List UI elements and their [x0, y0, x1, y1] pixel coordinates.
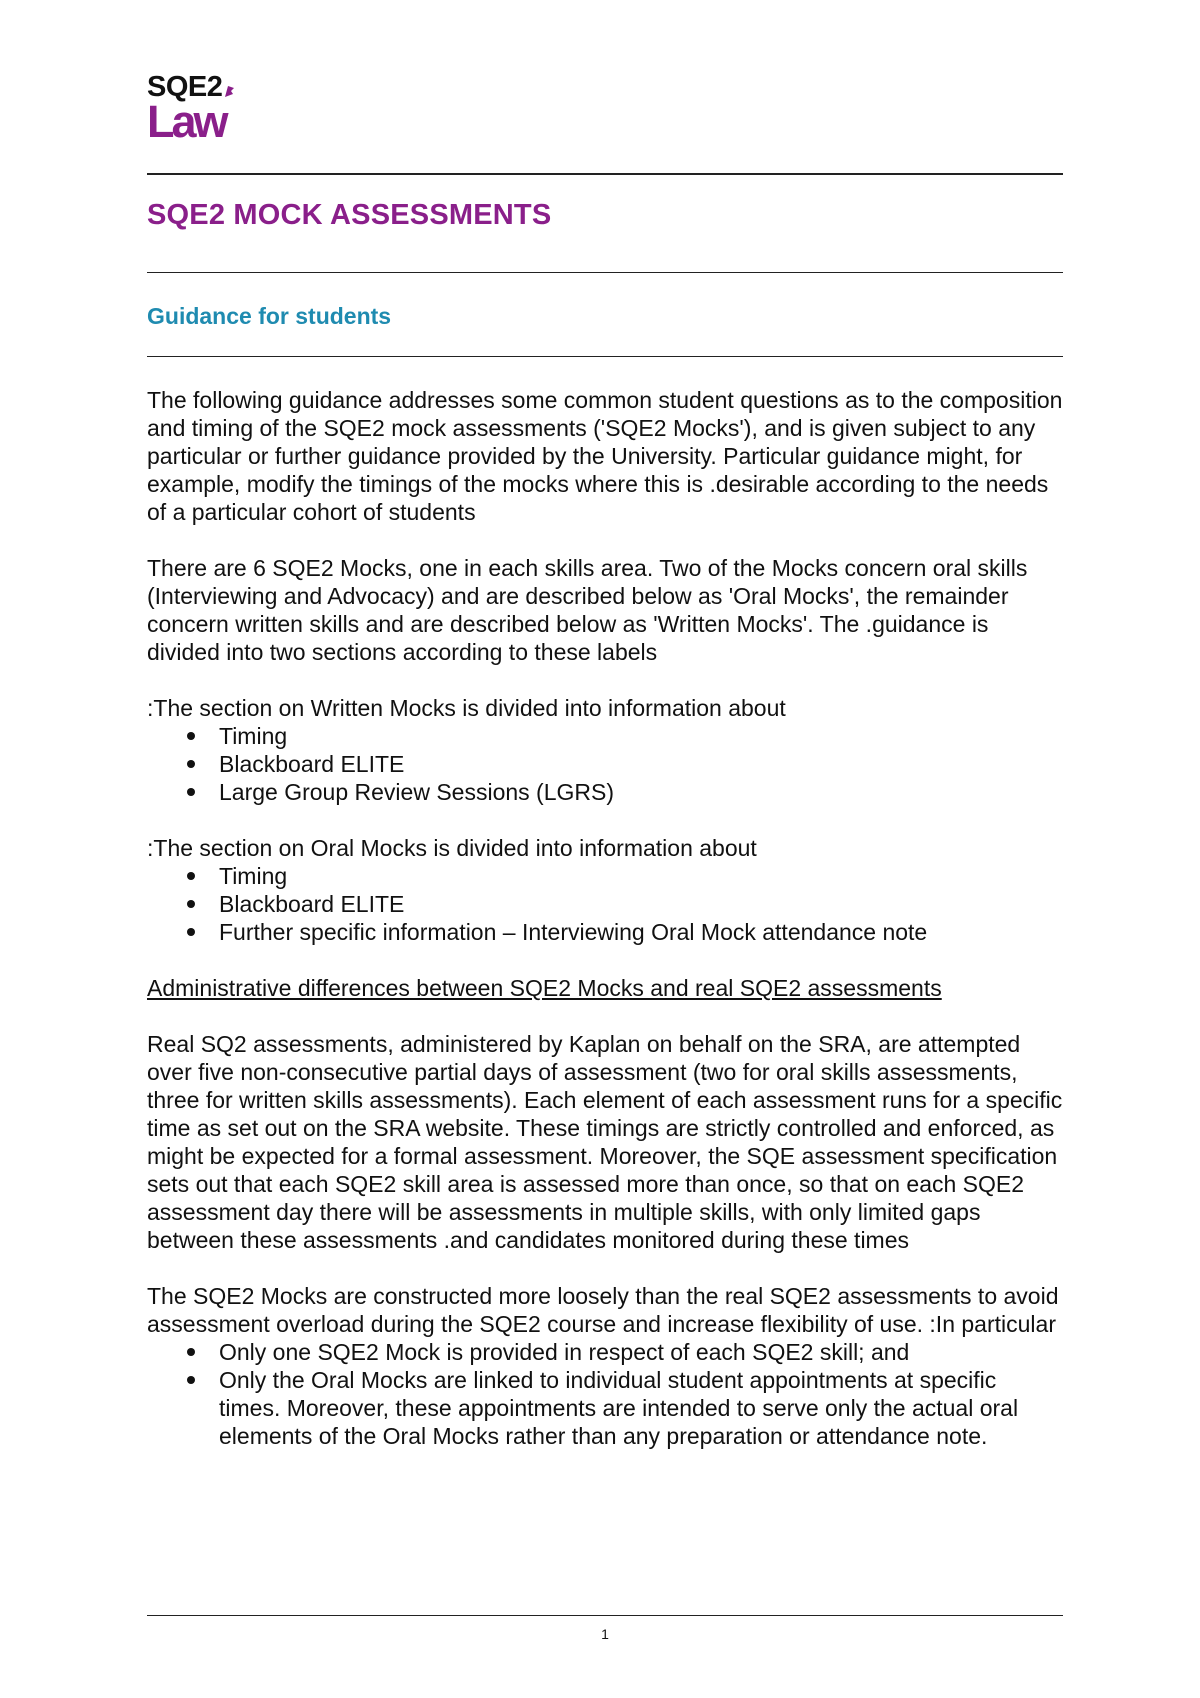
list-item: Timing	[147, 722, 1063, 750]
page-subtitle: Guidance for students	[147, 303, 392, 329]
subtitle-divider	[147, 356, 1063, 357]
particular-list	[147, 1338, 1063, 1450]
list-item: Further specific information – Interviewing Oral Mock attendance note	[147, 918, 1063, 946]
page-title: SQE2 MOCK ASSESSMENTS	[147, 199, 552, 231]
admin-paragraph-mocks: The SQE2 Mocks are constructed more loosely than the real SQE2 assessments to avoid assessment overload during the SQE2 course and increase flexibility of use. :In particular	[147, 1283, 1059, 1337]
sqe2-law-logo	[147, 72, 267, 152]
mocks-overview-paragraph: There are 6 SQE2 Mocks, one in each skills area. Two of the Mocks concern oral skills (Interviewing and Advocacy) and are described below as 'Oral Mocks', the remainder concern written skills and are described below as 'Written Mocks'. The .guidance is divided into two sections according to these labels	[147, 555, 1028, 665]
list-item: Only one SQE2 Mock is provided in respect of each SQE2 skill; and	[147, 1338, 1063, 1366]
admin-paragraph-real-assessments: Real SQ2 assessments, administered by Kaplan on behalf on the SRA, are attempted over five non-consecutive partial days of assessment (two for oral skills assessments, three for written skills assessments). Each element of each assessment runs for a specific time as set out on the SRA website. These timings are strictly controlled and enforced, as might be expected for a formal assessment. Moreover, the SQE assessment specification sets out that each SQE2 skill area is assessed more than once, so that on each SQE2 assessment day there will be assessments in multiple skills, with only limited gaps between these assessments .and candidates monitored during these times	[147, 1031, 1063, 1253]
page-number: 1	[601, 1626, 609, 1642]
written-section-intro: :The section on Written Mocks is divided into information about	[147, 695, 786, 721]
bullet-icon	[187, 1376, 195, 1384]
footer-divider	[147, 1615, 1063, 1616]
bullet-icon	[187, 1348, 195, 1356]
bullet-icon	[187, 732, 195, 740]
bullet-icon	[187, 872, 195, 880]
document-body	[147, 386, 1063, 1450]
logo-bottom-text: Law	[147, 96, 226, 147]
admin-differences-heading: Administrative differences between SQE2 Mocks and real SQE2 assessments	[147, 975, 942, 1001]
list-item: Blackboard ELITE	[147, 890, 1063, 918]
logo-top-text: SQE2	[147, 72, 267, 102]
bullet-icon	[187, 928, 195, 936]
list-item: Large Group Review Sessions (LGRS)	[147, 778, 1063, 806]
bullet-icon	[187, 900, 195, 908]
written-section-list	[147, 722, 1063, 806]
intro-paragraph: The following guidance addresses some common student questions as to the composition and timing of the SQE2 mock assessments ('SQE2 Mocks'), and is given subject to any particular or further guidance provided by the University. Particular guidance might, for example, modify the timings of the mocks where this is .desirable according to the needs of a particular cohort of students	[147, 387, 1063, 525]
bullet-icon	[187, 788, 195, 796]
bullet-icon	[187, 760, 195, 768]
oral-section-intro: :The section on Oral Mocks is divided into information about	[147, 835, 757, 861]
header-divider	[147, 173, 1063, 175]
document-page	[147, 0, 1063, 1698]
title-divider	[147, 272, 1063, 273]
list-item: Blackboard ELITE	[147, 750, 1063, 778]
list-item: Only the Oral Mocks are linked to individual student appointments at specific times. Moreover, these appointments are intended to serve only the actual oral elements of the Oral Mocks rather than any preparation or attendance note.	[147, 1366, 1063, 1450]
oral-section-list	[147, 862, 1063, 946]
list-item: Timing	[147, 862, 1063, 890]
